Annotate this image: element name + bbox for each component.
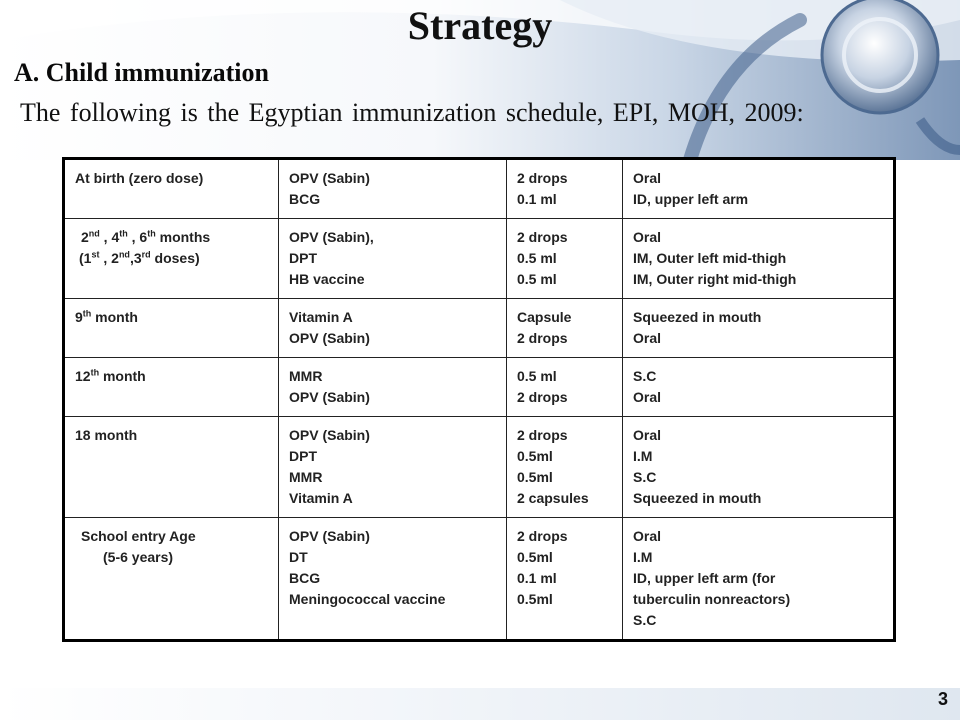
dose-cell <box>507 299 623 358</box>
vaccine-text: OPV (Sabin) <box>289 528 370 544</box>
age-text: At birth (zero dose) <box>75 170 204 186</box>
vaccine-text: BCG <box>289 191 321 207</box>
vaccine-text: DPT <box>289 250 317 266</box>
dose-cell <box>507 219 623 299</box>
route-text: ID, upper left arm (for <box>633 570 776 586</box>
route-text: ID, upper left arm <box>633 191 749 207</box>
dose-cell <box>507 159 623 219</box>
intro-text: The following is the Egyptian immunization schedule, EPI, MOH, 2009: <box>20 98 804 127</box>
route-text: S.C <box>633 368 657 384</box>
table-row <box>64 219 895 299</box>
vaccine-text: OPV (Sabin), <box>289 229 374 245</box>
vaccine-text: Meningococcal vaccine <box>289 591 446 607</box>
vaccine-cell <box>279 518 507 641</box>
dose-text: 2 drops <box>517 229 568 245</box>
route-cell <box>623 358 895 417</box>
route-text: IM, Outer left mid-thigh <box>633 250 787 266</box>
route-cell <box>623 518 895 641</box>
dose-text: 2 capsules <box>517 490 589 506</box>
route-text: I.M <box>633 448 653 464</box>
section-heading: A. Child immunization <box>14 58 269 87</box>
slide-title: Strategy <box>407 3 553 48</box>
route-text: Squeezed in mouth <box>633 309 762 325</box>
vaccine-text: Vitamin A <box>289 309 353 325</box>
age-cell <box>64 159 279 219</box>
immunization-schedule-table <box>62 157 896 642</box>
dose-text: 2 drops <box>517 528 568 544</box>
dose-text: 0.1 ml <box>517 191 557 207</box>
dose-text: 2 drops <box>517 330 568 346</box>
route-text: Oral <box>633 389 662 405</box>
vaccine-text: DPT <box>289 448 317 464</box>
dose-text: 0.5ml <box>517 448 553 464</box>
vaccine-text: OPV (Sabin) <box>289 389 370 405</box>
age-cell <box>64 299 279 358</box>
dose-text: 2 drops <box>517 389 568 405</box>
dose-text: 0.1 ml <box>517 570 557 586</box>
route-text: Oral <box>633 330 662 346</box>
dose-cell <box>507 518 623 641</box>
route-text: Oral <box>633 427 662 443</box>
dose-cell <box>507 358 623 417</box>
vaccine-text: MMR <box>289 368 323 384</box>
dose-text: Capsule <box>517 309 572 325</box>
vaccine-text: OPV (Sabin) <box>289 170 370 186</box>
route-text: S.C <box>633 612 657 628</box>
route-text: Squeezed in mouth <box>633 490 762 506</box>
vaccine-text: OPV (Sabin) <box>289 427 370 443</box>
age-cell <box>64 518 279 641</box>
table-row <box>64 159 895 219</box>
vaccine-text: BCG <box>289 570 321 586</box>
route-text: IM, Outer right mid-thigh <box>633 271 797 287</box>
table-row <box>64 417 895 518</box>
vaccine-text: DT <box>289 549 308 565</box>
route-text: Oral <box>633 170 662 186</box>
age-cell <box>64 219 279 299</box>
route-text: Oral <box>633 229 662 245</box>
vaccine-cell <box>279 159 507 219</box>
vaccine-cell <box>279 358 507 417</box>
age-text: 18 month <box>75 427 138 443</box>
dose-text: 0.5 ml <box>517 271 557 287</box>
dose-cell <box>507 417 623 518</box>
age-text: 12th month <box>75 367 146 384</box>
dose-text: 0.5ml <box>517 469 553 485</box>
route-cell <box>623 159 895 219</box>
vaccine-text: Vitamin A <box>289 490 353 506</box>
page-number: 3 <box>937 689 948 709</box>
dose-text: 0.5 ml <box>517 368 557 384</box>
route-cell <box>623 417 895 518</box>
age-text: School entry Age <box>81 528 196 544</box>
age-text: 2nd , 4th , 6th months <box>81 228 211 245</box>
route-cell <box>623 299 895 358</box>
table-row <box>64 299 895 358</box>
dose-text: 0.5ml <box>517 549 553 565</box>
route-text: I.M <box>633 549 653 565</box>
dose-count-text: (1st , 2nd,3rd doses) <box>79 249 200 266</box>
dose-text: 2 drops <box>517 427 568 443</box>
age-cell <box>64 417 279 518</box>
age-text: (5-6 years) <box>103 549 174 565</box>
vaccine-cell <box>279 417 507 518</box>
footer-background <box>0 688 960 720</box>
age-cell <box>64 358 279 417</box>
age-text: 9th month <box>75 308 138 325</box>
dose-text: 0.5ml <box>517 591 553 607</box>
vaccine-text: HB vaccine <box>289 271 365 287</box>
dose-text: 0.5 ml <box>517 250 557 266</box>
route-text: Oral <box>633 528 662 544</box>
dose-text: 2 drops <box>517 170 568 186</box>
vaccine-cell <box>279 219 507 299</box>
vaccine-cell <box>279 299 507 358</box>
vaccine-text: MMR <box>289 469 323 485</box>
route-cell <box>623 219 895 299</box>
table-row <box>64 518 895 641</box>
vaccine-text: OPV (Sabin) <box>289 330 370 346</box>
route-text: tuberculin nonreactors) <box>633 591 791 607</box>
route-text: S.C <box>633 469 657 485</box>
table-row <box>64 358 895 417</box>
